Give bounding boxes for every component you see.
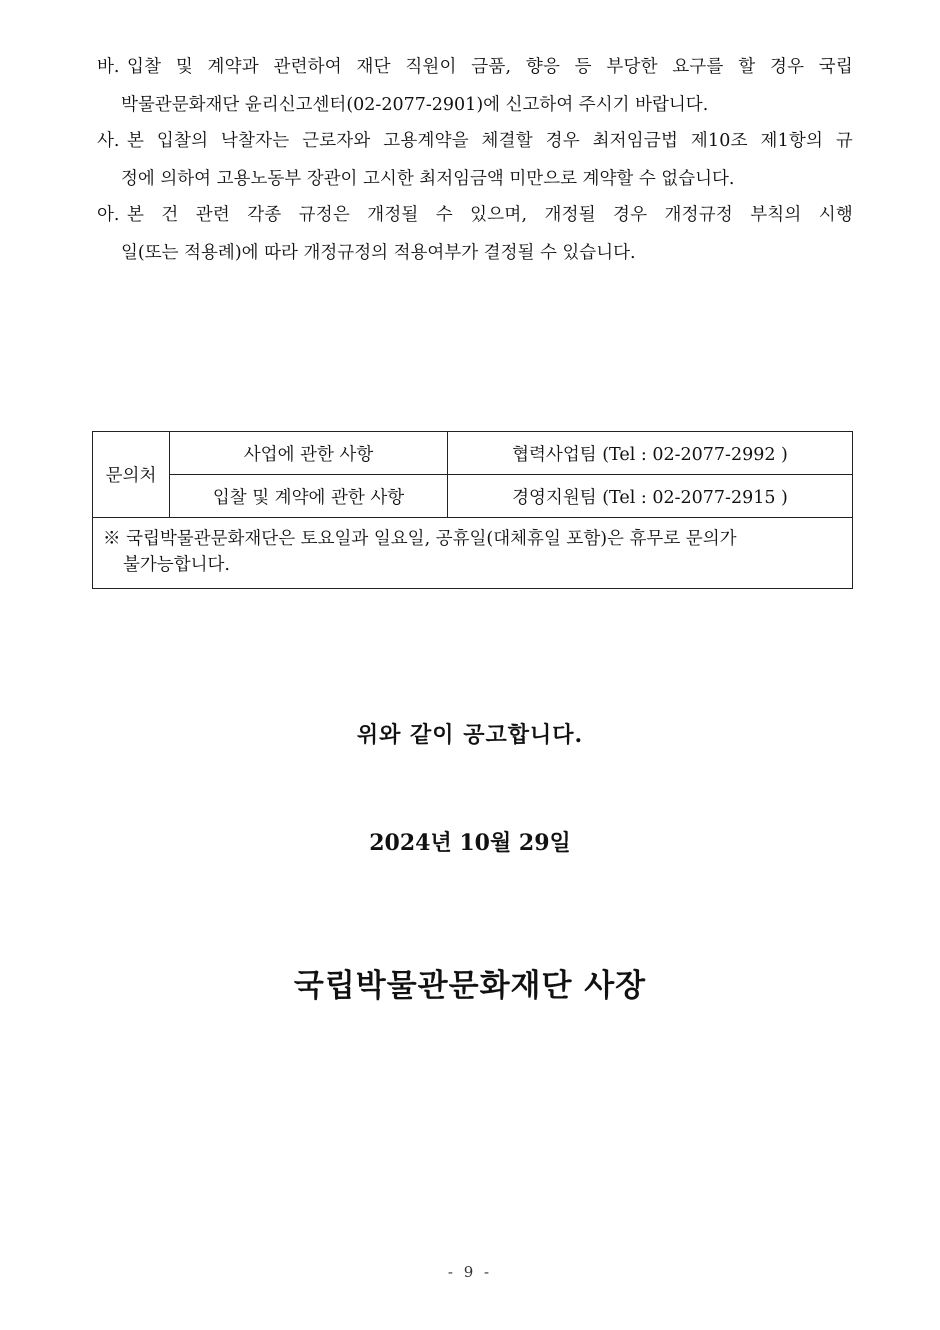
item-text-line2: 정에 의하여 고용노동부 장관이 고시한 최저임금액 미만으로 계약할 수 없습니다. — [121, 169, 735, 189]
table-row — [93, 518, 853, 589]
item-text-line1: 본 건 관련 각종 규정은 개정될 수 있으며, 개정될 경우 개정규정 부칙의 시행 — [127, 205, 853, 225]
contact-cell: 협력사업팀 (Tel : 02-2077-2992 ) — [448, 432, 853, 475]
subject-cell: 사업에 관한 사항 — [170, 432, 448, 475]
note-cell — [93, 518, 853, 589]
contact-cell: 경영지원팀 (Tel : 02-2077-2915 ) — [448, 475, 853, 518]
item-text-line2: 일(또는 적용례)에 따라 개정규정의 적용여부가 결정될 수 있습니다. — [121, 243, 636, 263]
item-text-line1: 입찰 및 계약과 관련하여 재단 직원이 금품, 향응 등 부당한 요구를 할 경우 국립 — [127, 57, 853, 77]
item-marker: 바. — [97, 57, 120, 77]
table-row — [93, 432, 853, 475]
notice-date: 2024년 10월 29일 — [369, 830, 571, 856]
notice-item-ba — [97, 48, 853, 124]
announcement: 위와 같이 공고합니다. — [356, 722, 584, 748]
organization-signature: 국립박물관문화재단 사장 — [293, 968, 647, 1004]
item-text-line1: 본 입찰의 낙찰자는 근로자와 고용계약을 체결할 경우 최저임금법 제10조 제1항의 규 — [127, 131, 853, 151]
item-marker: 사. — [97, 131, 120, 151]
subject-cell: 입찰 및 계약에 관한 사항 — [170, 475, 448, 518]
page-number: - 9 - — [447, 1263, 493, 1281]
item-text-line2: 박물관문화재단 윤리신고센터(02-2077-2901)에 신고하여 주시기 바랍니다. — [121, 95, 709, 115]
contact-header-cell: 문의처 — [93, 432, 170, 518]
table-row — [93, 475, 853, 518]
notice-item-sa — [97, 122, 853, 198]
note-line1: ※ 국립박물관문화재단은 토요일과 일요일, 공휴일(대체휴일 포함)은 휴무로 문의가 — [103, 529, 737, 549]
notice-item-a — [97, 196, 853, 272]
item-marker: 아. — [97, 205, 120, 225]
note-line2: 불가능합니다. — [123, 555, 230, 575]
contact-table — [92, 431, 853, 589]
